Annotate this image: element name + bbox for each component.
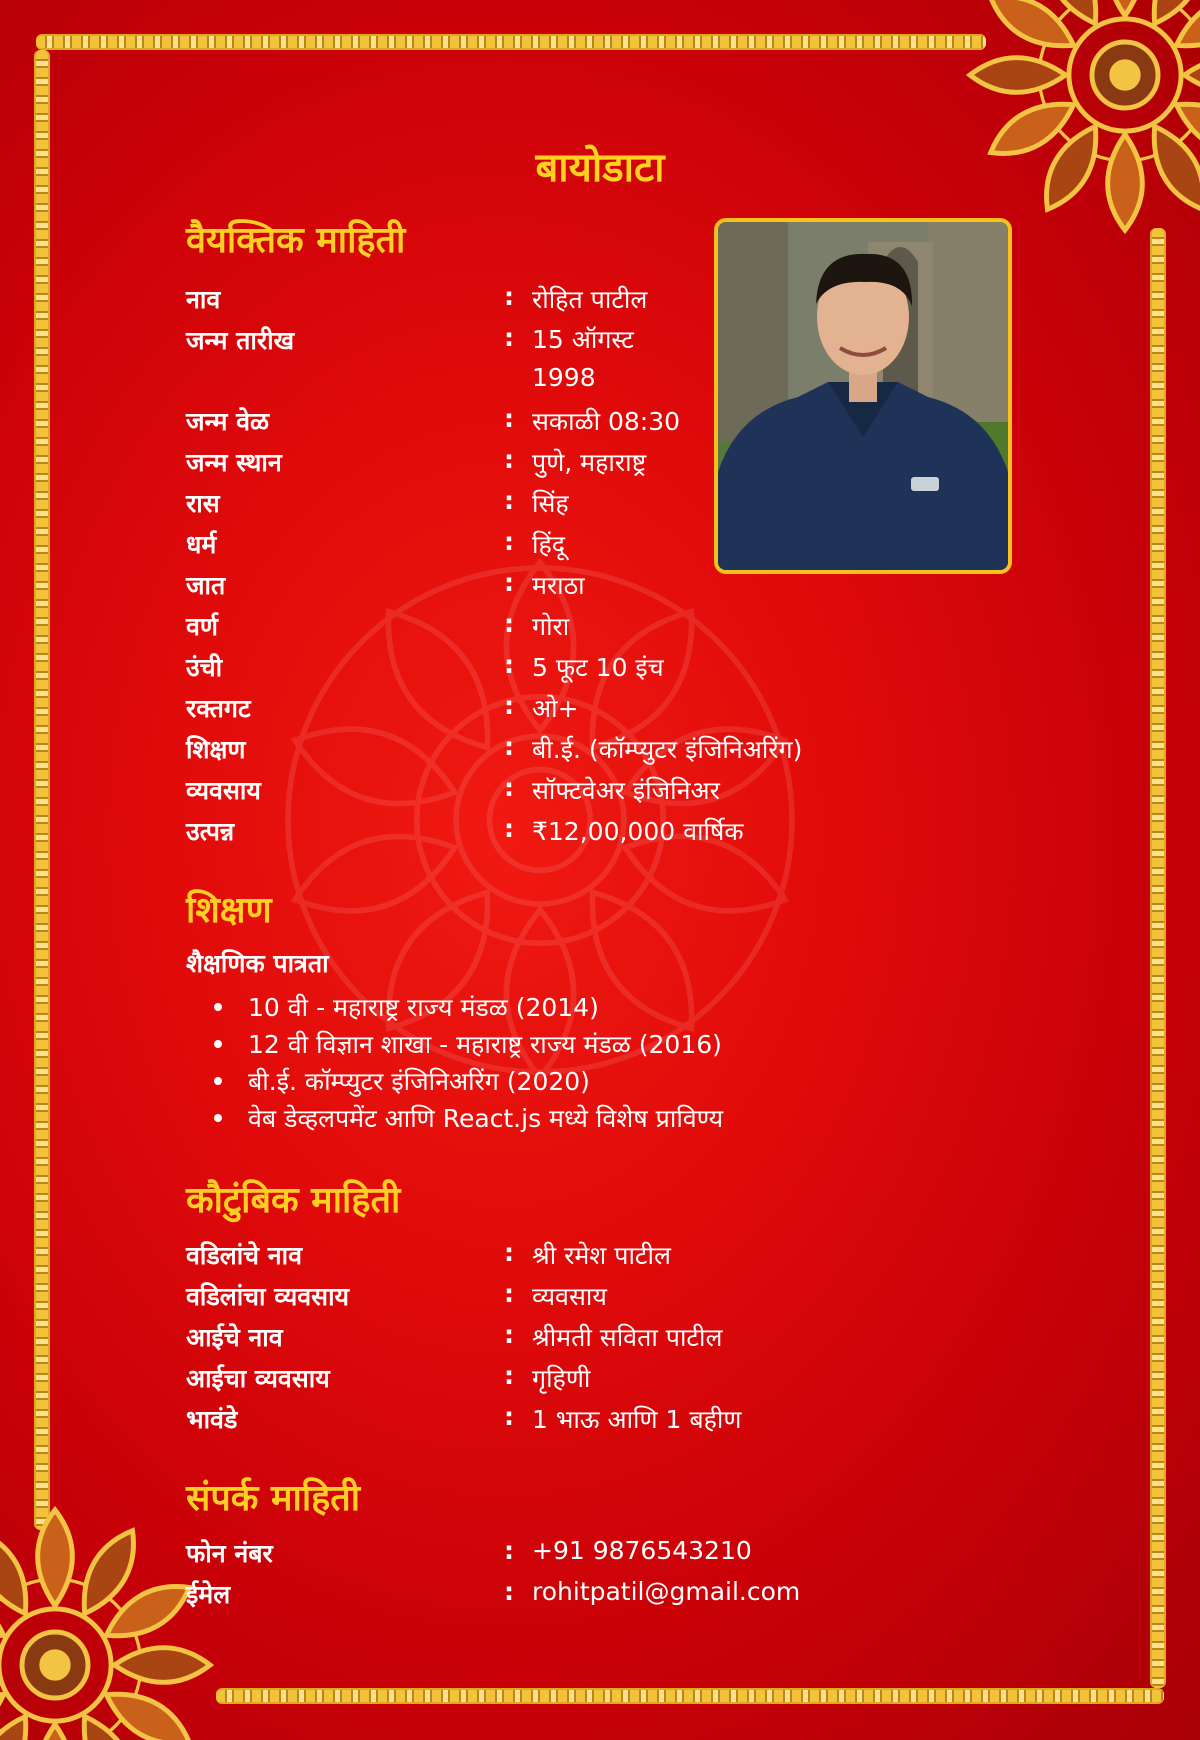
row-separator: : [504, 1361, 514, 1390]
row-separator: : [504, 404, 514, 433]
row-value: गृहिणी [532, 1364, 591, 1393]
row-value: गोरा [532, 612, 570, 641]
row-separator: : [504, 691, 514, 720]
border-top [36, 34, 986, 50]
row-separator: : [504, 1320, 514, 1349]
row-value: व्यवसाय [532, 1282, 607, 1311]
row-value: पुणे, महाराष्ट्र [532, 448, 647, 477]
row-value: सिंह [532, 489, 569, 518]
personal-row-height [186, 650, 1046, 690]
row-label: रास [186, 489, 220, 518]
personal-row-complexion [186, 609, 1046, 649]
row-value: रोहित पाटील [532, 285, 648, 314]
personal-row-education [186, 732, 1046, 772]
row-label: जन्म तारीख [186, 326, 295, 355]
contact-row-phone [186, 1536, 1046, 1576]
education-list [186, 990, 723, 1138]
row-value: श्रीमती सविता पाटील [532, 1323, 723, 1352]
contact-row-email [186, 1577, 1046, 1617]
family-row-siblings [186, 1402, 1046, 1442]
personal-row-name [186, 282, 1046, 322]
row-label: धर्म [186, 530, 217, 559]
row-label: आईचे नाव [186, 1323, 283, 1352]
row-label: जन्म वेळ [186, 407, 270, 436]
row-separator: : [504, 527, 514, 556]
border-bottom [216, 1688, 1164, 1704]
personal-row-religion [186, 527, 1046, 567]
personal-row-income [186, 814, 1046, 854]
row-separator: : [504, 568, 514, 597]
list-item: 12 वी विज्ञान शाखा - महाराष्ट्र राज्य मंडळ (2016) [186, 1027, 723, 1064]
family-row-mother-occupation [186, 1361, 1046, 1401]
education-subheading: शैक्षणिक पात्रता [186, 949, 329, 978]
row-value: सकाळी 08:30 [532, 407, 681, 436]
heading-personal-info: वैयक्तिक माहिती [186, 220, 406, 261]
row-value: सॉफ्टवेअर इंजिनिअर [532, 776, 720, 805]
list-item: वेब डेव्हलपमेंट आणि React.js मध्ये विशेष प्राविण्य [186, 1101, 723, 1138]
row-label: भावंडे [186, 1405, 238, 1434]
row-value: ओ+ [532, 694, 579, 723]
row-separator: : [504, 773, 514, 802]
row-value: 1 भाऊ आणि 1 बहीण [532, 1405, 742, 1434]
row-separator: : [504, 1279, 514, 1308]
personal-row-caste [186, 568, 1046, 608]
heading-family-info: कौटुंबिक माहिती [186, 1180, 401, 1221]
row-label: उंची [186, 653, 223, 682]
row-value: 5 फूट 10 इंच [532, 653, 664, 682]
row-label: शिक्षण [186, 735, 246, 764]
row-value: मराठा [532, 571, 585, 600]
row-value: श्री रमेश पाटील [532, 1241, 671, 1270]
page-title: बायोडाटा [535, 145, 665, 191]
row-separator: : [504, 445, 514, 474]
list-item: 10 वी - महाराष्ट्र राज्य मंडळ (2014) [186, 990, 723, 1027]
row-separator: : [504, 650, 514, 679]
border-right [1150, 228, 1166, 1688]
row-label: उत्पन्न [186, 817, 235, 846]
row-separator: : [504, 486, 514, 515]
personal-row-birth-place [186, 445, 1046, 485]
row-label: ईमेल [186, 1580, 231, 1609]
row-separator: : [504, 282, 514, 311]
row-label: नाव [186, 285, 221, 314]
list-item: बी.ई. कॉम्प्युटर इंजिनिअरिंग (2020) [186, 1064, 723, 1101]
row-separator: : [504, 1577, 514, 1606]
personal-row-birth-date [186, 323, 1046, 392]
row-label: वडिलांचे नाव [186, 1241, 303, 1270]
heading-education: शिक्षण [186, 890, 272, 931]
row-label: व्यवसाय [186, 776, 261, 805]
row-separator: : [504, 323, 514, 352]
row-label: जन्म स्थान [186, 448, 282, 477]
row-separator: : [504, 1402, 514, 1431]
row-value: 15 ऑगस्ट 1998 [532, 325, 634, 392]
personal-row-blood-group [186, 691, 1046, 731]
row-value: ₹12,00,000 वार्षिक [532, 817, 744, 846]
row-label: फोन नंबर [186, 1539, 273, 1568]
row-label: जात [186, 571, 226, 600]
personal-row-birth-time [186, 404, 1046, 444]
corner-mandala-top-right [960, 0, 1200, 240]
row-label: रक्तगट [186, 694, 251, 723]
row-label: आईचा व्यवसाय [186, 1364, 330, 1393]
row-separator: : [504, 1238, 514, 1267]
row-value: +91 9876543210 [532, 1536, 752, 1565]
row-value: बी.ई. (कॉम्प्युटर इंजिनिअरिंग) [532, 735, 803, 764]
row-separator: : [504, 1536, 514, 1565]
family-row-father-occupation [186, 1279, 1046, 1319]
personal-row-occupation [186, 773, 1046, 813]
row-value: rohitpatil@gmail.com [532, 1577, 801, 1606]
personal-row-zodiac [186, 486, 1046, 526]
row-label: वडिलांचा व्यवसाय [186, 1282, 350, 1311]
row-value: हिंदू [532, 530, 566, 559]
border-left [34, 50, 50, 1530]
heading-contact-info: संपर्क माहिती [186, 1478, 361, 1519]
row-label: वर्ण [186, 612, 218, 641]
row-separator: : [504, 732, 514, 761]
row-separator: : [504, 609, 514, 638]
family-row-father-name [186, 1238, 1046, 1278]
family-row-mother-name [186, 1320, 1046, 1360]
row-separator: : [504, 814, 514, 843]
